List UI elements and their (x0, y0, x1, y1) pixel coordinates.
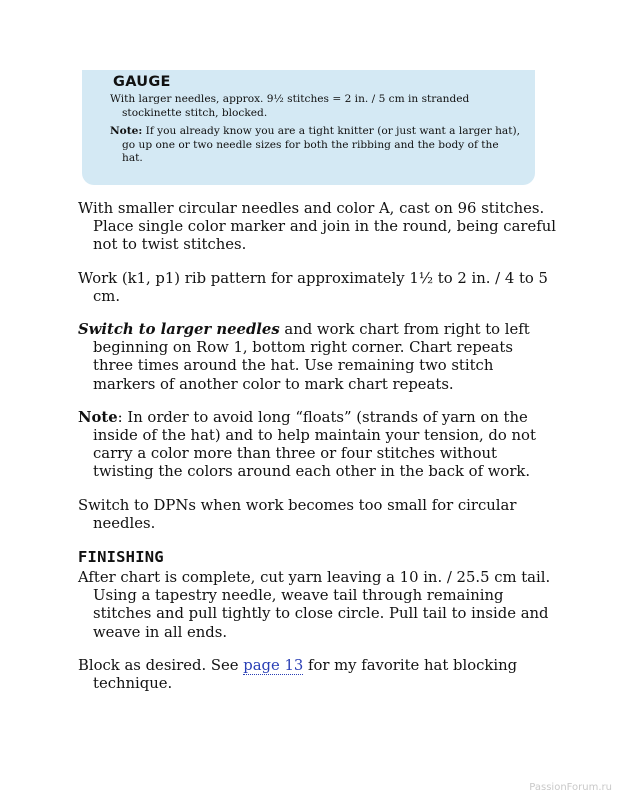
note-paragraph (78, 409, 556, 482)
gauge-note-label: Note: (110, 125, 143, 138)
cast-on-paragraph: With smaller circular needles and color A, cast on 96 stitches. Place single color marker and join in the round, being careful not to twist stitches. (78, 200, 556, 254)
gauge-box (82, 70, 535, 185)
gauge-note (110, 125, 521, 166)
gauge-title: GAUGE (113, 74, 171, 90)
rib-paragraph: Work (k1, p1) rib pattern for approximately 1½ to 2 in. / 4 to 5 cm. (78, 269, 548, 305)
chart-paragraph-text: and work chart from right to left beginning on Row 1, bottom right corner. Chart repeats three times around the hat. Use remaining two stitch markers of another color to mark chart repeats. (93, 321, 530, 393)
note-text: : In order to avoid long “floats” (strands of yarn on the inside of the hat) and to help maintain your tension, do not carry a color more than three or four stitches without twisting the colors around each other in the back of work. (93, 408, 536, 481)
blocking-text-before: Block as desired. See (78, 656, 244, 674)
blocking-paragraph (78, 657, 556, 693)
gauge-note-text: If you already know you are a tight knitter (or just want a larger hat), go up one or two needle sizes for both the ribbing and the body of the hat. (122, 125, 520, 165)
chart-paragraph (78, 321, 556, 394)
watermark: PassionForum.ru (529, 782, 612, 793)
dpn-paragraph: Switch to DPNs when work becomes too small for circular needles. (78, 496, 517, 532)
finishing-paragraph: After chart is complete, cut yarn leaving a 10 in. / 25.5 cm tail. Using a tapestry needle, weave tail through remaining stitches and pull tightly to close circle. Pull tail to inside and weave in all ends. (78, 569, 551, 641)
finishing-heading: FINISHING (78, 548, 164, 567)
switch-needles-emphasis: Switch to larger needles (78, 321, 280, 339)
blocking-text-after: for my favorite hat blocking technique. (93, 656, 518, 693)
gauge-text: With larger needles, approx. 9½ stitches = 2 in. / 5 cm in stranded stockinette stitch, blocked. (110, 93, 470, 119)
instructions (78, 200, 556, 708)
note-label: Note (78, 408, 118, 426)
page-13-link[interactable]: page 13 (243, 656, 304, 674)
